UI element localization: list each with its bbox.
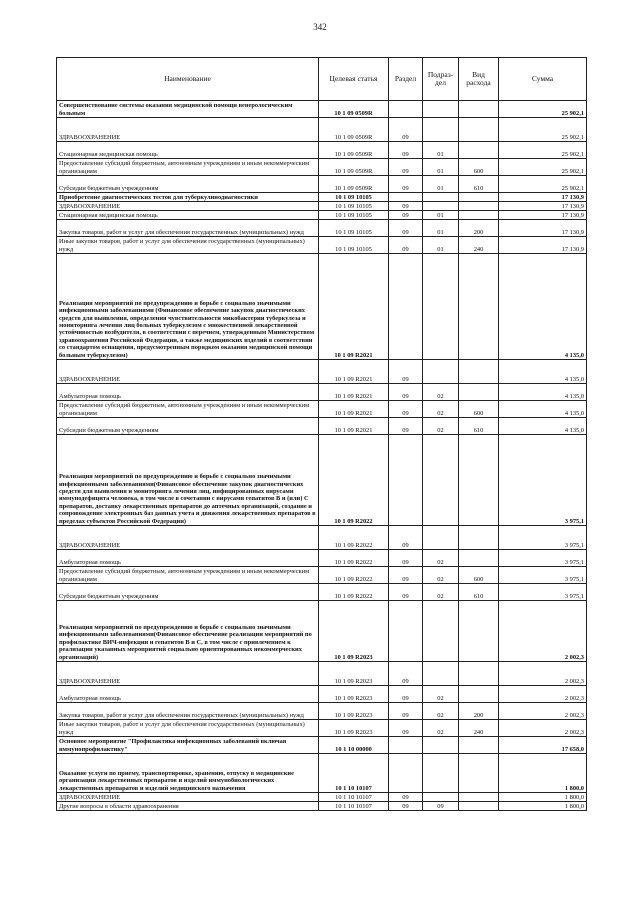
cell-code: 10 1 09 R2022 xyxy=(319,550,389,567)
cell-sum: 4 135,0 xyxy=(499,418,587,435)
cell-section: 09 xyxy=(389,793,423,802)
cell-name: Стационарная медицинская помощь xyxy=(57,211,319,220)
cell-name: ЗДРАВООХРАНЕНИЕ xyxy=(57,360,319,384)
cell-section xyxy=(389,601,423,662)
cell-code: 10 1 09 R2023 xyxy=(319,703,389,720)
cell-sum: 17 130,9 xyxy=(499,237,587,254)
table-row xyxy=(57,237,587,254)
cell-code: 10 1 09 R2021 xyxy=(319,418,389,435)
table-row xyxy=(57,211,587,220)
cell-subsection xyxy=(423,254,459,360)
cell-subsection xyxy=(423,793,459,802)
table-row xyxy=(57,737,587,754)
cell-name: Совершенствование системы оказания медицинской помощи венерологическим больным xyxy=(57,101,319,118)
cell-expense-type xyxy=(459,101,499,118)
cell-subsection: 02 xyxy=(423,686,459,703)
table-row xyxy=(57,418,587,435)
table-row xyxy=(57,567,587,584)
cell-sum: 4 135,0 xyxy=(499,360,587,384)
cell-name: Амбулаторная помощь xyxy=(57,686,319,703)
table-row xyxy=(57,384,587,401)
table-row xyxy=(57,686,587,703)
cell-code: 10 1 09 0509R xyxy=(319,142,389,159)
table-row xyxy=(57,159,587,176)
cell-section xyxy=(389,435,423,526)
cell-code: 10 1 09 0509R xyxy=(319,176,389,193)
cell-section: 09 xyxy=(389,720,423,737)
cell-sum: 25 902,1 xyxy=(499,118,587,142)
table-row xyxy=(57,220,587,237)
table-row xyxy=(57,118,587,142)
header-code: Целевая статья xyxy=(319,58,389,101)
cell-name: Предоставление субсидий бюджетным, автономным учреждениям и иным некоммерческим организациям xyxy=(57,159,319,176)
cell-code: 10 1 10 10107 xyxy=(319,793,389,802)
header-subsection: Подраз- дел xyxy=(423,58,459,101)
cell-expense-type: 240 xyxy=(459,237,499,254)
cell-sum: 25 902,1 xyxy=(499,159,587,176)
cell-code: 10 1 09 0509R xyxy=(319,101,389,118)
cell-code: 10 1 10 00000 xyxy=(319,737,389,754)
table-row xyxy=(57,754,587,793)
cell-section xyxy=(389,254,423,360)
cell-subsection xyxy=(423,526,459,550)
cell-section xyxy=(389,193,423,202)
header-expense-type: Вид расхода xyxy=(459,58,499,101)
cell-name: Стационарная медицинская помощь xyxy=(57,142,319,159)
cell-subsection xyxy=(423,202,459,211)
cell-sum: 3 975,1 xyxy=(499,526,587,550)
cell-name: Субсидии бюджетным учреждениям xyxy=(57,584,319,601)
cell-sum: 1 800,0 xyxy=(499,754,587,793)
table-row xyxy=(57,101,587,118)
cell-section: 09 xyxy=(389,142,423,159)
cell-sum: 4 135,0 xyxy=(499,384,587,401)
cell-name: Субсидии бюджетным учреждениям xyxy=(57,176,319,193)
cell-subsection: 02 xyxy=(423,550,459,567)
cell-subsection: 01 xyxy=(423,142,459,159)
cell-expense-type xyxy=(459,193,499,202)
cell-sum: 4 135,0 xyxy=(499,254,587,360)
cell-subsection: 02 xyxy=(423,418,459,435)
cell-code: 10 1 09 R2023 xyxy=(319,686,389,703)
cell-sum: 2 002,3 xyxy=(499,720,587,737)
cell-expense-type: 200 xyxy=(459,703,499,720)
cell-expense-type xyxy=(459,142,499,159)
cell-expense-type xyxy=(459,526,499,550)
cell-code: 10 1 09 R2023 xyxy=(319,720,389,737)
cell-name: Предоставление субсидий бюджетным, автономным учреждениям и иным некоммерческим организациям xyxy=(57,567,319,584)
cell-name: Другие вопросы в области здравоохранения xyxy=(57,802,319,811)
cell-subsection xyxy=(423,754,459,793)
cell-name: Основное мероприятие "Профилактика инфекционных заболеваний включая иммунопрофилактику" xyxy=(57,737,319,754)
cell-section: 09 xyxy=(389,662,423,686)
cell-subsection: 01 xyxy=(423,237,459,254)
cell-name: Реализация мероприятий по предупреждению и борьбе с социально значимыми инфекционными заболеваниями(Финансовое обеспечение реализации мероприятий по профилактике ВИЧ-инфекции и гепатитов В и С, в том числе с привлечением к реализации указанных мероприятий социально ориентированных некоммерческих организаций) xyxy=(57,601,319,662)
cell-subsection: 02 xyxy=(423,720,459,737)
cell-subsection xyxy=(423,360,459,384)
cell-section: 09 xyxy=(389,159,423,176)
cell-section: 09 xyxy=(389,550,423,567)
cell-section: 09 xyxy=(389,526,423,550)
cell-sum: 3 975,1 xyxy=(499,550,587,567)
cell-subsection: 02 xyxy=(423,567,459,584)
cell-expense-type xyxy=(459,550,499,567)
table-row xyxy=(57,193,587,202)
table-row xyxy=(57,142,587,159)
cell-subsection: 02 xyxy=(423,584,459,601)
cell-section: 09 xyxy=(389,703,423,720)
cell-sum: 25 902,1 xyxy=(499,142,587,159)
cell-code: 10 1 09 R2022 xyxy=(319,584,389,601)
cell-section: 09 xyxy=(389,176,423,193)
cell-code: 10 1 09 10105 xyxy=(319,202,389,211)
cell-name: Амбулаторная помощь xyxy=(57,550,319,567)
budget-table xyxy=(56,57,587,811)
cell-code: 10 1 10 10107 xyxy=(319,802,389,811)
cell-code: 10 1 09 R2021 xyxy=(319,384,389,401)
cell-code: 10 1 09 0509R xyxy=(319,118,389,142)
table-row xyxy=(57,584,587,601)
cell-section: 09 xyxy=(389,802,423,811)
cell-expense-type xyxy=(459,254,499,360)
cell-name: Закупка товаров, работ и услуг для обеспечения государственных (муниципальных) нужд xyxy=(57,703,319,720)
cell-code: 10 1 09 R2023 xyxy=(319,601,389,662)
table-row xyxy=(57,202,587,211)
cell-name: Оказание услуги по приему, транспортировке, хранению, отпуску в медицинские организации лекарственных препаратов и изделий иммунобиологических лекарственных препаратов и изделий медицинского назначения xyxy=(57,754,319,793)
cell-expense-type xyxy=(459,601,499,662)
cell-name: ЗДРАВООХРАНЕНИЕ xyxy=(57,202,319,211)
cell-code: 10 1 09 0509R xyxy=(319,159,389,176)
cell-expense-type xyxy=(459,435,499,526)
cell-subsection: 01 xyxy=(423,211,459,220)
cell-name: ЗДРАВООХРАНЕНИЕ xyxy=(57,526,319,550)
cell-expense-type xyxy=(459,211,499,220)
cell-expense-type: 600 xyxy=(459,401,499,418)
cell-section: 09 xyxy=(389,686,423,703)
cell-section: 09 xyxy=(389,118,423,142)
cell-sum: 17 130,9 xyxy=(499,202,587,211)
cell-subsection: 02 xyxy=(423,384,459,401)
table-row xyxy=(57,550,587,567)
cell-code: 10 1 09 R2021 xyxy=(319,254,389,360)
cell-expense-type xyxy=(459,202,499,211)
cell-section xyxy=(389,754,423,793)
cell-sum: 17 130,9 xyxy=(499,193,587,202)
cell-name: Реализация мероприятий по предупреждению и борьбе с социально значимыми инфекционными заболеваниями(Финансовое обеспечение закупок диагностических средств для выявления и мониторинга лечения лиц, инфицированных вирусами иммунодефицита человека, в том числе в сочетании с вирусами гепатитов В и (или) С препаратов, доставку лекарственных препаратов до аптечных организаций, создание и сопровождение электронных баз данных учета и движения лекарственных препаратов в пределах субъектов Российской Федерации) xyxy=(57,435,319,526)
cell-section: 09 xyxy=(389,418,423,435)
table-row xyxy=(57,703,587,720)
cell-subsection xyxy=(423,101,459,118)
cell-sum: 17 130,9 xyxy=(499,211,587,220)
cell-code: 10 1 09 10105 xyxy=(319,237,389,254)
cell-subsection: 01 xyxy=(423,220,459,237)
cell-sum: 1 800,0 xyxy=(499,793,587,802)
cell-code: 10 1 10 10107 xyxy=(319,754,389,793)
cell-sum: 4 135,0 xyxy=(499,401,587,418)
cell-expense-type xyxy=(459,118,499,142)
table-body xyxy=(57,101,587,811)
cell-section: 09 xyxy=(389,202,423,211)
cell-expense-type xyxy=(459,737,499,754)
cell-sum: 3 975,1 xyxy=(499,584,587,601)
table-header-row xyxy=(57,58,587,101)
cell-sum: 3 975,1 xyxy=(499,435,587,526)
cell-subsection: 02 xyxy=(423,401,459,418)
cell-subsection xyxy=(423,662,459,686)
header-section: Раздел xyxy=(389,58,423,101)
cell-subsection: 01 xyxy=(423,159,459,176)
cell-expense-type xyxy=(459,802,499,811)
cell-sum: 2 002,3 xyxy=(499,703,587,720)
cell-section: 09 xyxy=(389,237,423,254)
cell-name: Предоставление субсидий бюджетным, автономным учреждениям и иным некоммерческим организациям xyxy=(57,401,319,418)
cell-code: 10 1 09 R2022 xyxy=(319,567,389,584)
cell-expense-type xyxy=(459,360,499,384)
cell-expense-type xyxy=(459,793,499,802)
cell-code: 10 1 09 10105 xyxy=(319,220,389,237)
cell-section xyxy=(389,101,423,118)
table-row xyxy=(57,793,587,802)
cell-name: Субсидии бюджетным учреждениям xyxy=(57,418,319,435)
cell-sum: 25 902,1 xyxy=(499,176,587,193)
cell-name: Приобретение диагностических тестов для туберкулинодиагностики xyxy=(57,193,319,202)
table-row xyxy=(57,601,587,662)
cell-name: ЗДРАВООХРАНЕНИЕ xyxy=(57,793,319,802)
cell-section: 09 xyxy=(389,567,423,584)
cell-section: 09 xyxy=(389,384,423,401)
cell-sum: 17 658,0 xyxy=(499,737,587,754)
cell-sum: 17 130,9 xyxy=(499,220,587,237)
cell-subsection: 01 xyxy=(423,176,459,193)
cell-expense-type xyxy=(459,686,499,703)
cell-subsection: 02 xyxy=(423,703,459,720)
cell-code: 10 1 09 R2022 xyxy=(319,435,389,526)
table-row xyxy=(57,435,587,526)
cell-section xyxy=(389,737,423,754)
cell-sum: 2 002,3 xyxy=(499,601,587,662)
table-row xyxy=(57,176,587,193)
page-number: 342 xyxy=(313,22,327,32)
table-row xyxy=(57,802,587,811)
cell-sum: 3 975,1 xyxy=(499,567,587,584)
cell-code: 10 1 09 R2022 xyxy=(319,526,389,550)
cell-expense-type: 610 xyxy=(459,176,499,193)
cell-expense-type: 610 xyxy=(459,584,499,601)
cell-section: 09 xyxy=(389,220,423,237)
cell-section: 09 xyxy=(389,401,423,418)
cell-expense-type: 610 xyxy=(459,418,499,435)
table-row xyxy=(57,662,587,686)
cell-subsection xyxy=(423,737,459,754)
table-row xyxy=(57,401,587,418)
header-name: Наименование xyxy=(57,58,319,101)
table-row xyxy=(57,526,587,550)
cell-expense-type xyxy=(459,662,499,686)
cell-section: 09 xyxy=(389,584,423,601)
cell-sum: 2 002,3 xyxy=(499,662,587,686)
cell-name: Иные закупки товаров, работ и услуг для обеспечения государственных (муниципальных) нужд xyxy=(57,237,319,254)
cell-code: 10 1 09 10105 xyxy=(319,193,389,202)
cell-subsection xyxy=(423,118,459,142)
cell-name: Амбулаторная помощь xyxy=(57,384,319,401)
cell-expense-type: 600 xyxy=(459,159,499,176)
cell-expense-type: 600 xyxy=(459,567,499,584)
cell-subsection xyxy=(423,435,459,526)
cell-section: 09 xyxy=(389,211,423,220)
table-row xyxy=(57,360,587,384)
cell-expense-type xyxy=(459,754,499,793)
cell-name: Реализация мероприятий по предупреждению и борьбе с социально значимыми инфекционными заболеваниями (Финансовое обеспечение закупок диагностических средств для выявления, определения чувствительности микобактерии туберкулеза и мониторинга лечения лиц больных туберкулезом с множественной лекарственной устойчивостью возбудителя, в соответствии с перечнем, утвержденным Министерством здравоохранения Российской Федерации, а также медицинских изделий в соответствии со стандартом оснащения, предусмотренным порядком оказания медицинской помощи больным туберкулезом) xyxy=(57,254,319,360)
cell-name: ЗДРАВООХРАНЕНИЕ xyxy=(57,662,319,686)
cell-expense-type: 240 xyxy=(459,720,499,737)
cell-expense-type xyxy=(459,384,499,401)
cell-name: ЗДРАВООХРАНЕНИЕ xyxy=(57,118,319,142)
cell-section: 09 xyxy=(389,360,423,384)
table-row xyxy=(57,720,587,737)
cell-sum: 25 902,1 xyxy=(499,101,587,118)
cell-code: 10 1 09 R2021 xyxy=(319,401,389,418)
cell-sum: 2 002,3 xyxy=(499,686,587,703)
cell-sum: 1 800,0 xyxy=(499,802,587,811)
header-sum: Сумма xyxy=(499,58,587,101)
cell-code: 10 1 09 R2023 xyxy=(319,662,389,686)
cell-subsection: 09 xyxy=(423,802,459,811)
cell-expense-type: 200 xyxy=(459,220,499,237)
cell-subsection xyxy=(423,601,459,662)
table-row xyxy=(57,254,587,360)
cell-name: Закупка товаров, работ и услуг для обеспечения государственных (муниципальных) нужд xyxy=(57,220,319,237)
cell-code: 10 1 09 R2021 xyxy=(319,360,389,384)
cell-name: Иные закупки товаров, работ и услуг для обеспечения государственных (муниципальных) нужд xyxy=(57,720,319,737)
cell-subsection xyxy=(423,193,459,202)
cell-code: 10 1 09 10105 xyxy=(319,211,389,220)
